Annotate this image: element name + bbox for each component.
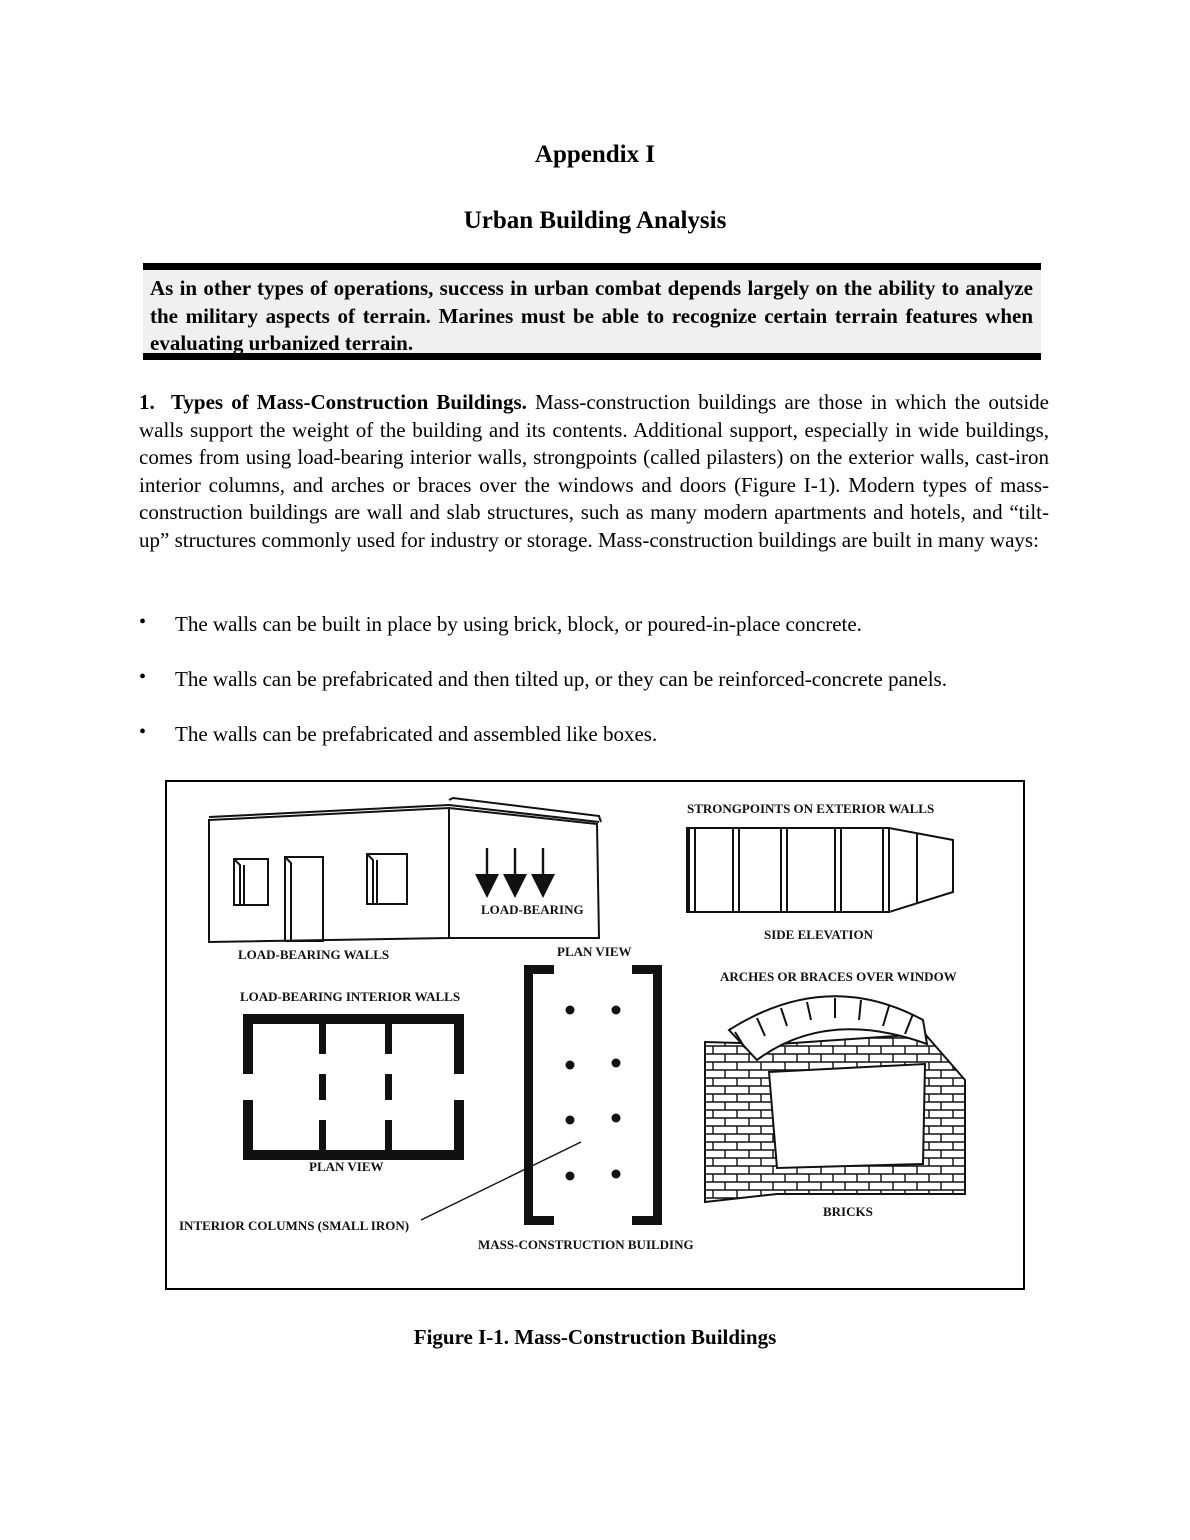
figure-illustration [167, 782, 1025, 1290]
bullet-text: The walls can be prefabricated and then tilted up, or they can be reinforced-concrete panels. [175, 667, 947, 691]
label-bricks: BRICKS [823, 1204, 873, 1219]
label-strongpoints: STRONGPOINTS ON EXTERIOR WALLS [687, 801, 935, 816]
label-interior-walls: LOAD-BEARING INTERIOR WALLS [240, 989, 461, 1004]
label-interior-columns: INTERIOR COLUMNS (SMALL IRON) [179, 1218, 410, 1233]
label-load-bearing-walls: LOAD-BEARING WALLS [238, 947, 390, 962]
section-1-heading: 1. Types of Mass-Construction Buildings. [139, 390, 527, 414]
label-plan-view-bottom: PLAN VIEW [309, 1159, 384, 1174]
figure-mass-construction [165, 780, 1025, 1290]
arch-brick-drawing [705, 996, 965, 1202]
label-mass-construction: MASS-CONSTRUCTION BUILDING [478, 1237, 694, 1252]
side-elevation-drawing [687, 828, 953, 912]
bullet-icon: • [139, 721, 147, 743]
section-1-body: Mass-construction buildings are those in which the outside walls support the weight of the building and its contents. Additional support, especially in wide buildings, comes from using load-bearing interior walls, strongpoints (called pilasters) on the exterior walls, cast-iron interior columns, and arches or braces over the windows and doors (Figure I-1). Modern types of mass-construction buildings are wall and slab structures, such as many modern apartments and hotels, and “tilt-up” structures commonly used for industry or storage. Mass-construction buildings are built in many ways: [139, 390, 1049, 552]
appendix-title: Appendix I [534, 141, 656, 168]
bullet-icon: • [139, 611, 147, 633]
label-arches: ARCHES OR BRACES OVER WINDOW [720, 969, 957, 984]
bullet-text: The walls can be prefabricated and assembled like boxes. [175, 722, 658, 746]
figure-caption: Figure I-1. Mass-Construction Buildings [413, 1325, 777, 1349]
bullet-icon: • [139, 666, 147, 688]
section-1-paragraph [139, 389, 1049, 554]
mass-construction-plan-drawing [524, 965, 662, 1225]
label-side-elevation: SIDE ELEVATION [764, 927, 873, 942]
summary-callout [143, 263, 1041, 360]
bullet-text: The walls can be built in place by using brick, block, or poured-in-place concrete. [175, 612, 862, 636]
label-load-bearing: LOAD-BEARING [481, 902, 584, 917]
section-title: Urban Building Analysis [463, 207, 727, 234]
summary-callout-text: As in other types of operations, success in urban combat depends largely on the ability to analyze the military aspects of terrain. Marines must be able to recognize certain terrain features when evaluating urbanized terrain. [150, 276, 1033, 355]
label-plan-view-top: PLAN VIEW [557, 944, 632, 959]
load-bearing-arrows [487, 848, 543, 886]
interior-walls-plan-drawing [243, 1014, 464, 1160]
